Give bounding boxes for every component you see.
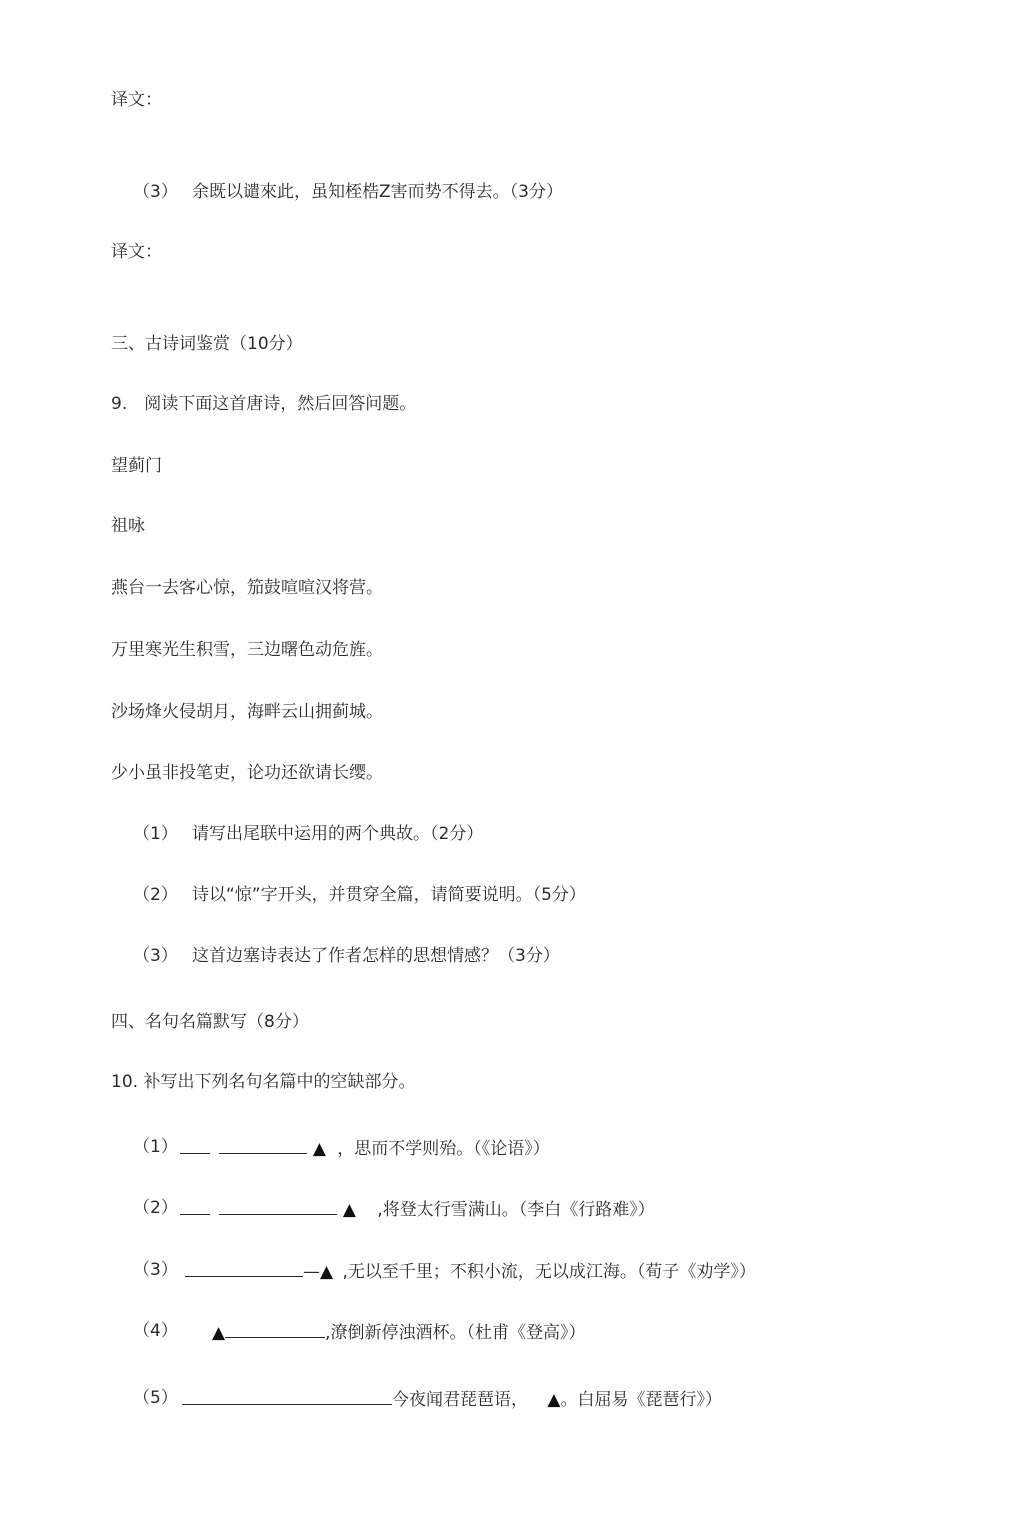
fill-2-blank-b[interactable] bbox=[219, 1198, 337, 1215]
question-9-2-text: 诗以“惊”字开头，并贯穿全篇，请简要说明。（5分） bbox=[192, 885, 586, 905]
fill-1-blank-a[interactable] bbox=[180, 1137, 210, 1154]
question-9-2-number: （2） bbox=[133, 885, 178, 905]
fill-5-tail: 。白屈易《琵琶行》） bbox=[560, 1390, 722, 1410]
question-8-3-number: （3） bbox=[133, 182, 178, 202]
question-9-3-number: （3） bbox=[133, 946, 178, 966]
question-10-prompt: 10. 补写出下列名句名篇中的空缺部分。 bbox=[111, 1072, 416, 1092]
fill-5-number: （5） bbox=[133, 1388, 178, 1408]
fill-1-blank-b[interactable] bbox=[219, 1137, 307, 1154]
question-8-3-text: 余既以谴來此，虽知桎梏Z害而势不得去。（3分） bbox=[192, 182, 563, 202]
fill-1-text: ，思而不学则殆。（《论语》） bbox=[337, 1139, 550, 1159]
question-9-1-number: （1） bbox=[133, 824, 178, 844]
translation-label-2: 译文： bbox=[111, 242, 162, 262]
fill-4-row bbox=[212, 1321, 585, 1343]
fill-4-triangle-marker: ▲ bbox=[212, 1323, 226, 1343]
fill-4-text: ,潦倒新停浊酒杯。（杜甫《登高》） bbox=[325, 1323, 586, 1343]
fill-5-triangle-marker: ▲ bbox=[547, 1390, 561, 1410]
poem-title: 望蓟门 bbox=[111, 456, 162, 476]
fill-1-row bbox=[180, 1137, 550, 1159]
translation-label-1: 译文： bbox=[111, 90, 162, 110]
fill-2-blank-a[interactable] bbox=[180, 1198, 210, 1215]
fill-2-triangle-marker: ▲ bbox=[342, 1200, 356, 1220]
fill-2-text: ,将登太行雪满山。（李白《行路难》） bbox=[377, 1200, 655, 1220]
fill-2-number: （2） bbox=[133, 1198, 178, 1218]
fill-3-blank[interactable] bbox=[185, 1260, 303, 1277]
fill-3-dash: — bbox=[303, 1262, 320, 1282]
fill-5-blank[interactable] bbox=[182, 1388, 392, 1405]
question-9-3-text: 这首边塞诗表达了作者怎样的思想情感？（3分） bbox=[192, 946, 560, 966]
question-9-prompt: 9. 阅读下面这首唐诗，然后回答问题。 bbox=[111, 394, 417, 414]
fill-5-text: 今夜闻君琵琶语， bbox=[392, 1390, 528, 1410]
fill-4-number: （4） bbox=[133, 1321, 178, 1341]
fill-3-text: ,无以至千里；不积小流，无以成江海。（荀子《劝学》） bbox=[342, 1262, 756, 1282]
fill-5-row bbox=[182, 1388, 722, 1410]
poem-line-1: 燕台一去客心惊，笳鼓喧喧汉将营。 bbox=[111, 578, 383, 598]
fill-3-number: （3） bbox=[133, 1260, 178, 1280]
question-9-1-text: 请写出尾联中运用的两个典故。（2分） bbox=[192, 824, 484, 844]
poem-line-2: 万里寒光生积雪，三边曙色动危旌。 bbox=[111, 640, 383, 660]
fill-3-triangle-marker: ▲ bbox=[320, 1262, 334, 1282]
section-4-heading: 四、名句名篇默写（8分） bbox=[111, 1012, 309, 1032]
fill-1-triangle-marker: ▲ bbox=[312, 1139, 326, 1159]
fill-2-row bbox=[180, 1198, 655, 1220]
section-3-heading: 三、古诗词鉴赏（10分） bbox=[111, 334, 303, 354]
poem-line-4: 少小虽非投笔吏，论功还欲请长缨。 bbox=[111, 763, 383, 783]
poem-author: 祖咏 bbox=[111, 516, 145, 536]
fill-3-row bbox=[185, 1260, 756, 1282]
fill-4-blank[interactable] bbox=[225, 1321, 325, 1338]
fill-1-number: （1） bbox=[133, 1137, 178, 1157]
poem-line-3: 沙场烽火侵胡月，海畔云山拥蓟城。 bbox=[111, 702, 383, 722]
